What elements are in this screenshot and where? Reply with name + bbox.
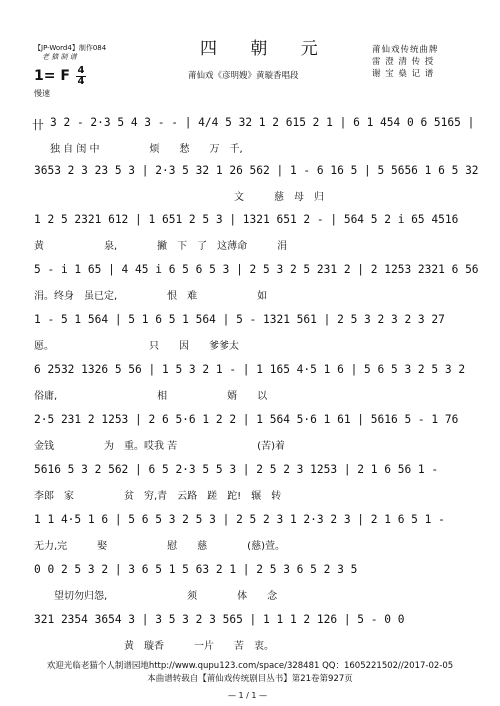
maker-credit: 老 猫 制 谱 — [42, 53, 77, 61]
score-row — [34, 363, 464, 409]
score-row — [34, 263, 479, 309]
start-symbol: 卄 — [32, 118, 45, 132]
lyric-line: 望切勿归怨, 须 体 念 — [34, 591, 278, 602]
credits-block — [372, 44, 439, 80]
notes-line: 2·5 231 2 1253 | 2 6 5·6 1 2 2 | 1 564 5·6 1 61 | 5616 5 - 1 76 — [34, 413, 459, 426]
notes-line: 1 2 5 2321 612 | 1 651 2 5 3 | 1321 651 2 - | 564 5 2 i 65 4516 — [34, 213, 459, 226]
score-row — [50, 116, 475, 162]
key-signature: 1= F — [34, 68, 70, 84]
credit-line: 莆仙戏传统曲牌 — [372, 45, 439, 55]
score-row — [34, 463, 464, 509]
lyric-line: 李郎 家 贫 穷,青 云路 蹉 跎! 辗 转 — [34, 491, 282, 502]
page-number: — 1 / 1 — — [228, 691, 268, 700]
notes-line: 1 1 4·5 1 6 | 5 6 5 3 2 5 3 | 2 5 2 3 1 2·3 2 3 | 2 1 6 5 1 - — [34, 513, 445, 526]
lyric-line: 金钱 为 重。哎我 苦 (苦)着 — [34, 441, 285, 452]
lyric-line: 愿。 只 因 爹爹太 — [34, 341, 239, 352]
lyric-line: 俗庸, 相 婿 以 — [34, 391, 268, 402]
score-row — [34, 164, 479, 210]
score-row — [34, 413, 464, 459]
lyric-line: 独 自 闺 中 烦 愁 万 千, — [50, 144, 243, 155]
credit-line: 雷 澄 清 传 授 — [372, 57, 435, 67]
lyric-line: 涓。终身 虽已定, 恨 难 如 — [34, 291, 268, 302]
footer-source: 本曲谱转载自【莆仙戏传统剧目丛书】第21卷第927页 — [147, 674, 353, 684]
notes-line: 3653 2 3 23 5 3 | 2·3 5 32 1 26 562 | 1 - 6 16 5 | 5 5656 1 6 5 32 — [34, 164, 479, 177]
subtitle: 莆仙戏《彦明嫂》黄璇香唱段 — [188, 71, 299, 81]
time-signature — [76, 66, 86, 87]
score-row — [34, 313, 464, 359]
score-row — [34, 213, 464, 259]
lyric-line: 文 慈 母 归 — [34, 192, 324, 203]
notes-line: 321 2354 3654 3 | 3 5 3 2 3 565 | 1 1 1 2 126 | 5 - 0 0 — [34, 613, 405, 626]
lyric-line: 黄 璇香 一片 苦 衷。 — [34, 641, 274, 652]
notes-line: 0 0 2 5 3 2 | 3 6 5 1 5 63 2 1 | 2 5 3 6 5 2 3 5 — [34, 563, 358, 576]
footer-website: 欢迎光临老猫个人制谱园地http://www.qupu123.com/space/328481 QQ：1605221502//2017-02-05 — [46, 661, 454, 671]
notes-line: 1 - 5 1 564 | 5 1 6 5 1 564 | 5 - 1321 561 | 2 5 3 2 3 2 3 27 — [34, 313, 445, 326]
time-top: 4 — [77, 65, 85, 76]
notes-line: 6 2532 1326 5 56 | 1 5 3 2 1 - | 1 165 4·5 1 6 | 5 6 5 3 2 5 3 2 — [34, 363, 466, 376]
tempo-marking: 慢速 — [34, 89, 50, 98]
score-row — [34, 563, 464, 609]
score-row — [34, 613, 464, 659]
lyric-line: 无力,完 娶 慰 慈 (慈)萱。 — [34, 541, 285, 552]
lyric-line: 黄 泉, 撇 下 了 这薄命 涓 — [34, 241, 288, 252]
page-title: 四 朝 元 — [200, 39, 332, 59]
notes-line: 3 2 - 2·3 5 4 3 - - | 4/4 5 32 1 2 615 2 1 | 6 1 454 0 6 5165 | — [50, 116, 475, 129]
notes-line: 5 - i 1 65 | 4 45 i 6 5 6 5 3 | 2 5 3 2 5 231 2 | 2 1253 2321 6 56 — [34, 263, 479, 276]
time-bottom: 4 — [77, 76, 85, 87]
credit-line: 谢 宝 燊 记 谱 — [372, 69, 435, 79]
score-row — [34, 513, 464, 559]
software-credit: 【JP-Word4】制作084 — [34, 44, 107, 52]
notes-line: 5616 5 3 2 562 | 6 5 2·3 5 5 3 | 2 5 2 3 1253 | 2 1 6 56 1 - — [34, 463, 439, 476]
